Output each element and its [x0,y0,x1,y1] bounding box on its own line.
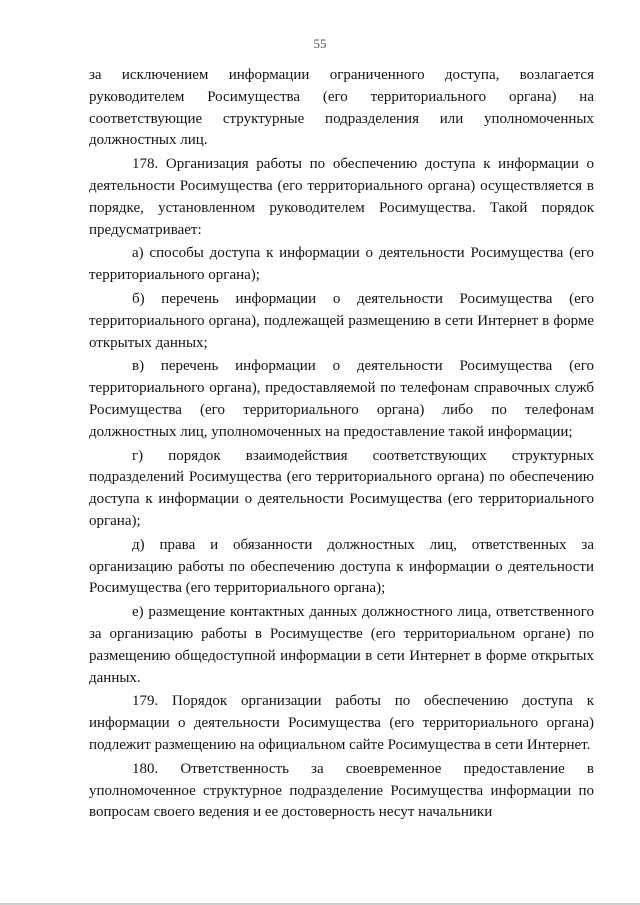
list-item-e: е) размещение контактных данных должностного лица, ответственного за организацию работы в Росимуществе (его территориальном органе) по размещению общедоступной информации в сети Интернет в форме открытых данных. [89,604,594,686]
list-item-g: г) порядок взаимодействия соответствующих структурных подразделений Росимущества (его территориального органа) по обеспечению доступа к информации о деятельности Росимущества (его территориального органа); [89,447,594,529]
paragraph-continuation: за исключением информации ограниченного доступа, возлагается руководителем Росимущества (его территориального органа) на соответствующие структурные подразделения или уполномоченных должностных лиц. [89,67,594,149]
page-number: 55 [313,36,327,51]
list-item-b: б) перечень информации о деятельности Росимущества (его территориального органа), подлежащей размещению в сети Интернет в форме открытых данных; [89,290,594,351]
document-body [89,65,594,824]
list-item-a: а) способы доступа к информации о деятельности Росимущества (его территориального органа); [89,245,594,284]
paragraph-178: 178. Организация работы по обеспечению доступа к информации о деятельности Росимущества (его территориального органа) осуществляется в порядке, установленном руководителем Росимущества. Такой порядок предусматривает: [89,156,594,238]
paragraph-179: 179. Порядок организации работы по обеспечению доступа к информации о деятельности Росимущества (его территориального органа) подлежит размещению на официальном сайте Росимущества в сети Интернет. [89,693,594,753]
paragraph-180: 180. Ответственность за своевременное предоставление в уполномоченное структурное подразделение Росимущества информации по вопросам своего ведения и ее достоверность несут начальники [89,760,594,821]
list-item-v: в) перечень информации о деятельности Росимущества (его территориального органа), предоставляемой по телефонам справочных служб Росимущества (его территориального органа) либо по телефонам должностных лиц, уполномоченных на предоставление такой информации; [89,358,594,440]
list-item-d: д) права и обязанности должностных лиц, ответственных за организацию работы по обеспечению доступа к информации о деятельности Росимущества (его территориального органа); [89,536,594,597]
